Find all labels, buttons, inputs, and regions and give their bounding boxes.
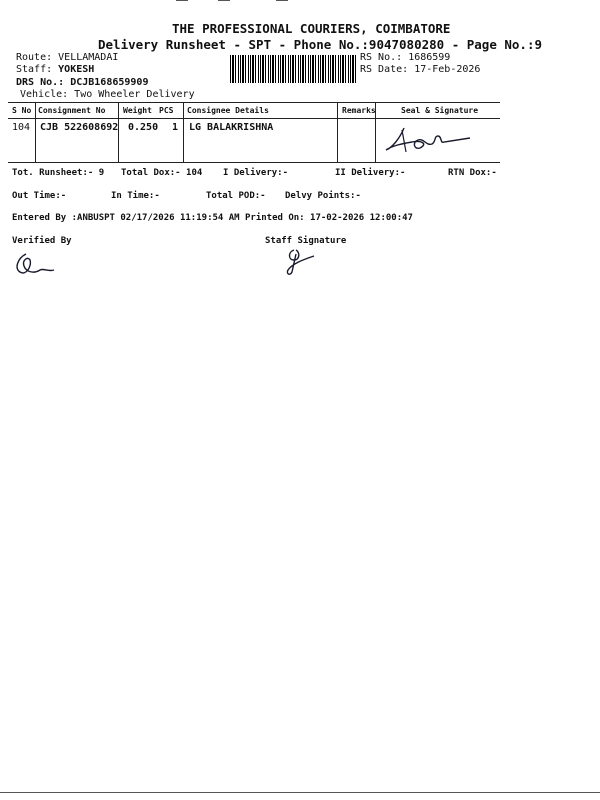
- header-weight: Weight: [123, 106, 152, 115]
- receiver-signature: [382, 120, 482, 160]
- table-bottom-border: [8, 162, 500, 163]
- rs-date-value: 17-Feb-2026: [414, 64, 481, 75]
- rs-date-row: [360, 64, 480, 75]
- table-header-border: [8, 118, 500, 119]
- table-top-border: [8, 102, 500, 103]
- drs-label: DRS No.:: [16, 77, 65, 88]
- tot-runsheet: Tot. Runsheet:- 9: [12, 168, 105, 178]
- vehicle-info: Vehicle: Two Wheeler Delivery: [20, 89, 195, 100]
- document-subtitle: Delivery Runsheet - SPT - Phone No.:9047080280 - Page No.:9: [98, 37, 543, 52]
- staff-value: YOKESH: [58, 64, 95, 75]
- drs-row: [16, 77, 148, 88]
- scan-mark: [218, 0, 230, 1]
- in-time: In Time:-: [111, 191, 160, 201]
- document-title: THE PROFESSIONAL COURIERS, COIMBATORE: [172, 21, 451, 36]
- drs-value: DCJB168659909: [70, 77, 149, 88]
- header-consignment: Consignment No: [38, 106, 106, 115]
- row-consignee: LG BALAKRISHNA: [189, 122, 274, 133]
- out-time: Out Time:-: [12, 191, 67, 201]
- printed-on: Printed On: 17-02-2026 12:00:47: [245, 213, 413, 223]
- scan-mark: [276, 0, 288, 1]
- staff-signature-label: Staff Signature: [265, 236, 347, 246]
- row-consignment: CJB 522608692: [40, 122, 119, 133]
- row-weight: 0.250: [128, 122, 159, 133]
- barcode: [230, 55, 356, 83]
- total-dox: Total Dox:- 104: [121, 168, 203, 178]
- staff-label: Staff:: [16, 64, 53, 75]
- column-divider: [337, 102, 338, 162]
- total-pod: Total POD:-: [206, 191, 266, 201]
- verified-by-label: Verified By: [12, 236, 72, 246]
- staff-row: [16, 64, 94, 75]
- scan-bottom-line: [0, 792, 600, 793]
- header-seal: Seal & Signature: [401, 106, 479, 115]
- delvy-points: Delvy Points:-: [285, 191, 361, 201]
- header-pcs: PCS: [159, 106, 174, 115]
- rs-date-label: RS Date:: [360, 64, 409, 75]
- rtn-dox: RTN Dox:-: [448, 168, 497, 178]
- row-pcs: 1: [172, 122, 179, 133]
- route-value: VELLAMADAI: [58, 52, 119, 63]
- rs-no-row: [360, 52, 450, 63]
- i-delivery: I Delivery:-: [223, 168, 289, 178]
- rs-no-value: 1686599: [408, 52, 451, 63]
- staff-signature: [280, 246, 320, 278]
- route-label: Route:: [16, 52, 53, 63]
- scan-mark: [176, 0, 188, 1]
- header-remarks: Remarks: [342, 106, 376, 115]
- verifier-signature: [12, 248, 62, 280]
- column-divider: [35, 102, 36, 162]
- entered-by: Entered By :ANBUSPT 02/17/2026 11:19:54 AM: [12, 213, 240, 223]
- ii-delivery: II Delivery:-: [335, 168, 406, 178]
- header-sno: S No: [12, 106, 32, 115]
- column-divider: [183, 102, 184, 162]
- rs-no-label: RS No.:: [360, 52, 403, 63]
- header-consignee: Consignee Details: [187, 106, 269, 115]
- route-row: [16, 52, 118, 63]
- row-sno: 104: [12, 122, 31, 133]
